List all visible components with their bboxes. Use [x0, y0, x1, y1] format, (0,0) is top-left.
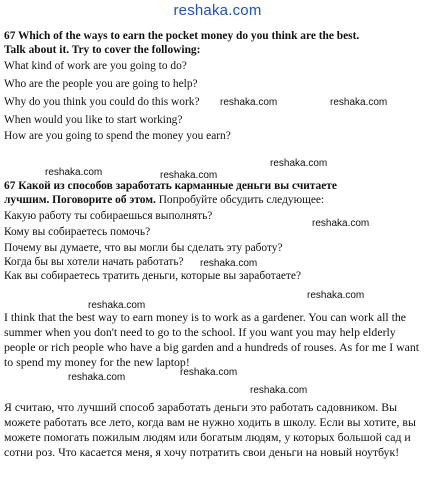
watermark: reshaka.com — [312, 218, 370, 229]
task-ru-title-bold: лучшим. Поговорите об этом. — [4, 194, 156, 206]
task-ru-question-1: Какую работу ты собираешься выполнять? — [4, 210, 213, 222]
task-ru-title-line1: 67 Какой из способов заработать карманные деньги вы считаете — [4, 180, 337, 192]
task-ru-title-rest: Попробуйте обсудить следующее: — [155, 194, 325, 206]
task-en-question-1: What kind of work are you going to do? — [4, 60, 187, 72]
watermark: reshaka.com — [45, 167, 103, 178]
watermark: reshaka.com — [250, 385, 308, 396]
watermark: reshaka.com — [220, 97, 278, 108]
watermark: reshaka.com — [160, 170, 218, 181]
watermark: reshaka.com — [200, 258, 258, 269]
task-en-title-line1: 67 Which of the ways to earn the pocket money do you think are the best. — [4, 30, 360, 42]
watermark: reshaka.com — [307, 290, 365, 301]
task-ru-question-4: Когда бы вы хотели начать работать? — [4, 256, 184, 268]
task-ru-question-5: Как вы собираетесь тратить деньги, которые вы заработаете? — [4, 270, 302, 282]
watermark: reshaka.com — [270, 158, 328, 169]
task-ru-question-3: Почему вы думаете, что вы могли бы сделать эту работу? — [4, 242, 283, 254]
task-ru-title-line2 — [4, 194, 431, 207]
task-en-question-3: Why do you think you could do this work? — [4, 96, 200, 108]
task-en-title-line2: Talk about it. Try to cover the following: — [4, 44, 201, 56]
task-en-question-2: Who are the people you are going to help? — [4, 78, 198, 90]
watermark: reshaka.com — [88, 300, 146, 311]
task-ru-question-2: Кому вы собираетесь помочь? — [4, 226, 151, 238]
watermark: reshaka.com — [68, 372, 126, 383]
answer-ru-paragraph: Я считаю, что лучший способ заработать деньги это работать садовником. Вы можете работать все лето, когда вам не нужно ходить в школу. Если вы хотите, вы можете помогать пожилым людям или богатым людям, у которых большой сад и сотни роз. Что касается меня, я хочу потратить свои деньги на новый ноутбук! — [4, 400, 416, 459]
watermark: reshaka.com — [180, 367, 238, 378]
watermark: reshaka.com — [330, 97, 388, 108]
task-en-question-4: When would you like to start working? — [4, 114, 183, 126]
task-en-question-5: How are you going to spend the money you earn? — [4, 130, 231, 142]
site-logo: reshaka.com — [173, 2, 262, 19]
answer-en-paragraph: I think that the best way to earn money is to work as a gardener. You can work all the summer when you don't need to go to the school. If you want you may help elderly people or rich people who have a big garden and a hundreds of rouses. As for me I want to spend my money for the new laptop! — [4, 310, 420, 369]
